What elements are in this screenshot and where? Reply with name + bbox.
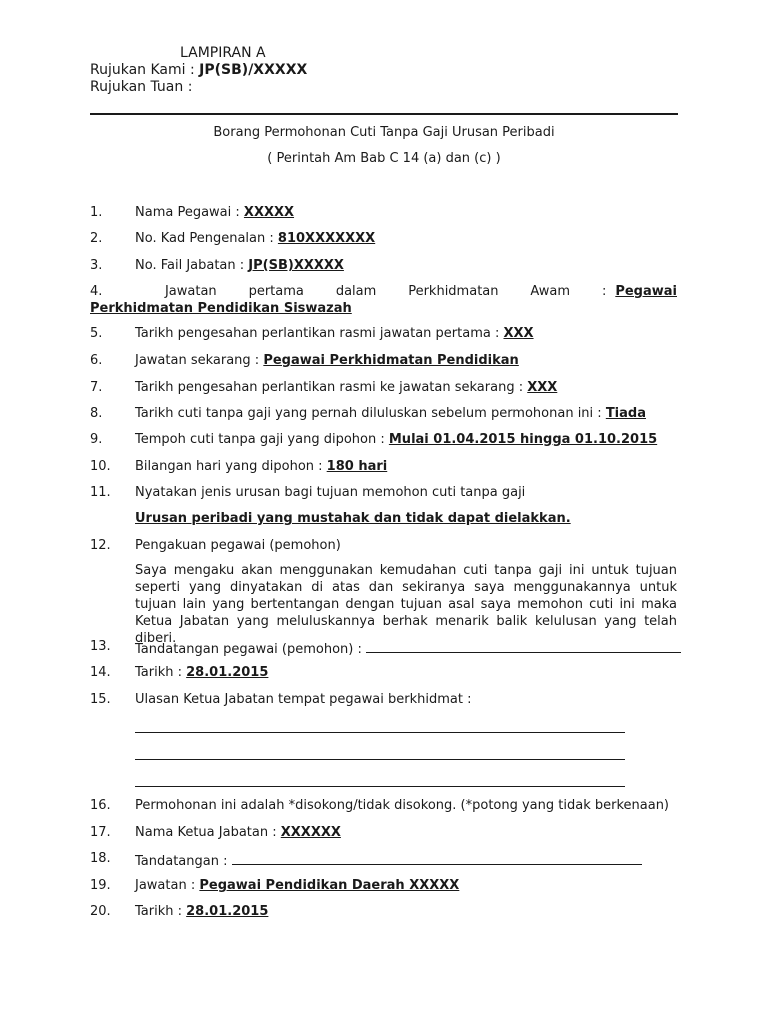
item-value: Pegawai Perkhidmatan Pendidikan (263, 353, 519, 368)
item-value: 28.01.2015 (186, 665, 269, 680)
item-label: Nama Pegawai : (135, 205, 240, 220)
item-number: 13. (90, 639, 111, 654)
lampiran-title: LAMPIRAN A (180, 45, 266, 61)
item-number: 1. (90, 205, 103, 220)
comment-line[interactable] (135, 786, 625, 787)
list-item (135, 639, 681, 657)
item-label: Tarikh pengesahan perlantikan rasmi jawatan pertama : (135, 326, 500, 341)
item-value: Pegawai Perkhidmatan Pendidikan Siswazah (90, 284, 677, 316)
head-signature-line[interactable] (232, 851, 642, 865)
item-label: Pengakuan pegawai (pemohon) (135, 538, 341, 553)
item-label: Tarikh : (135, 665, 182, 680)
form-title: Borang Permohonan Cuti Tanpa Gaji Urusan Peribadi (213, 125, 555, 140)
item-value: XXXXXX (280, 825, 341, 840)
item-value: Mulai 01.04.2015 hingga 01.10.2015 (388, 432, 658, 447)
list-item (135, 380, 557, 395)
item-number: 11. (90, 485, 111, 500)
item-value: JP(SB)XXXXX (248, 258, 344, 273)
list-item (135, 851, 642, 869)
comment-line[interactable] (135, 732, 625, 733)
item-label: Tarikh : (135, 904, 182, 919)
item-value: XXX (527, 380, 558, 395)
item-number: 12. (90, 538, 111, 553)
list-item (135, 258, 344, 273)
list-item (135, 825, 341, 840)
item-value: 28.01.2015 (186, 904, 269, 919)
item-label: Permohonan ini adalah *disokong/tidak disokong. (*potong yang tidak berkenaan) (135, 798, 670, 813)
list-item (135, 406, 646, 421)
item-number: 15. (90, 692, 111, 707)
ref-yours-label: Rujukan Tuan : (90, 79, 193, 95)
item-number: 10. (90, 459, 111, 474)
item-value: Pegawai Pendidikan Daerah XXXXX (199, 878, 460, 893)
list-item (135, 878, 459, 893)
item-label: Tarikh pengesahan perlantikan rasmi ke jawatan sekarang : (135, 380, 524, 395)
item-number: 7. (90, 380, 103, 395)
item-label: Jawatan pertama dalam Perkhidmatan Awam : (164, 284, 607, 299)
item-value: 810XXXXXXX (277, 231, 376, 246)
item-label: Tempoh cuti tanpa gaji yang dipohon : (135, 432, 385, 447)
item-label: No. Kad Pengenalan : (135, 231, 274, 246)
item-number: 16. (90, 798, 111, 813)
item-label: Jawatan sekarang : (135, 353, 260, 368)
comment-line[interactable] (135, 759, 625, 760)
item-label: Nyatakan jenis urusan bagi tujuan memohon cuti tanpa gaji (135, 485, 526, 500)
list-item (135, 205, 294, 220)
item-number: 14. (90, 665, 111, 680)
item-number: 4. (90, 284, 103, 299)
ref-ours-value: JP(SB)/XXXXX (199, 62, 308, 78)
item-number: 8. (90, 406, 103, 421)
ref-ours (90, 62, 307, 78)
applicant-signature-line[interactable] (366, 639, 681, 653)
item-number: 17. (90, 825, 111, 840)
item-label: Jawatan : (135, 878, 196, 893)
list-item (135, 326, 534, 341)
list-item (135, 432, 657, 447)
item-label: Nama Ketua Jabatan : (135, 825, 277, 840)
form-subtitle: ( Perintah Am Bab C 14 (a) dan (c) ) (267, 151, 501, 166)
list-item (135, 459, 387, 474)
item-label: No. Fail Jabatan : (135, 258, 245, 273)
list-item (135, 353, 519, 368)
item-number: 5. (90, 326, 103, 341)
item-value: 180 hari (326, 459, 388, 474)
item-value: Urusan peribadi yang mustahak dan tidak dapat dielakkan. (135, 511, 571, 526)
item-label: Tarikh cuti tanpa gaji yang pernah diluluskan sebelum permohonan ini : (135, 406, 602, 421)
item-number: 18. (90, 851, 111, 866)
list-item (135, 665, 268, 680)
item-number: 20. (90, 904, 111, 919)
item-value: Tiada (605, 406, 646, 421)
item-value: XXXXX (243, 205, 295, 220)
item-label: Tandatangan : (135, 854, 228, 869)
item-value: XXX (503, 326, 534, 341)
list-item (135, 231, 375, 246)
item-label: Ulasan Ketua Jabatan tempat pegawai berkhidmat : (135, 692, 472, 707)
declaration-paragraph: Saya mengaku akan menggunakan kemudahan cuti tanpa gaji ini untuk tujuan seperti yang dinyatakan di atas dan sekiranya saya menggunakannya untuk tujuan lain yang bertentangan dengan tujuan asal saya memohon cuti ini maka Ketua Jabatan yang meluluskannya berhak menarik balik kelulusan yang telah diberi. (135, 563, 677, 646)
item-label: Bilangan hari yang dipohon : (135, 459, 323, 474)
item-number: 19. (90, 878, 111, 893)
list-item (90, 283, 677, 317)
list-item (135, 904, 268, 919)
item-label: Tandatangan pegawai (pemohon) : (135, 642, 362, 657)
ref-ours-label: Rujukan Kami : (90, 62, 195, 78)
item-number: 9. (90, 432, 103, 447)
item-number: 3. (90, 258, 103, 273)
header-divider (90, 113, 678, 115)
item-number: 2. (90, 231, 103, 246)
item-number: 6. (90, 353, 103, 368)
